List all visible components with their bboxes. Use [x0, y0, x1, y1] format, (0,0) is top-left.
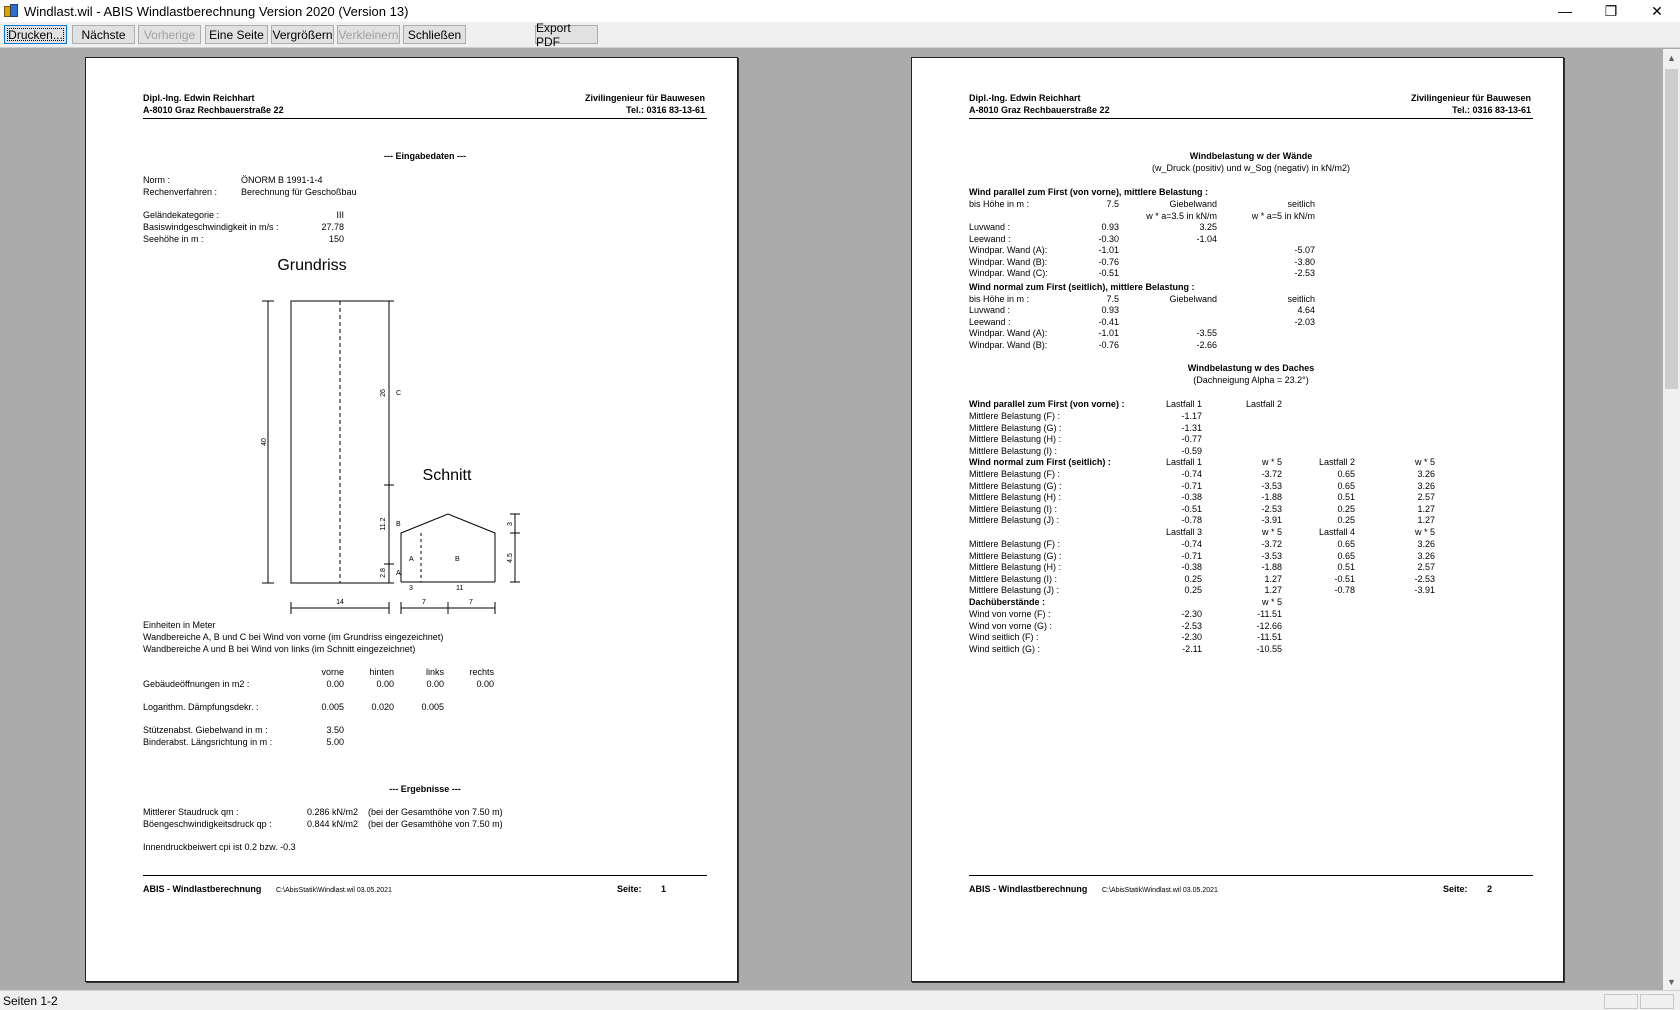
row-value: -0.78	[1334, 585, 1355, 596]
row-value: 0.65	[1337, 469, 1355, 479]
row-label: Windpar. Wand (A):	[969, 245, 1048, 256]
qp-value: 0.844 kN/m2	[306, 819, 358, 829]
damping-back: 0.020	[371, 702, 394, 712]
status-panel	[1640, 994, 1674, 1009]
qp-label: Böengeschwindigkeitsdruck qp :	[143, 819, 272, 829]
section-dim-roof: 3	[507, 522, 514, 526]
row-value: 0.65	[1337, 550, 1355, 561]
col-right: rechts	[469, 667, 494, 677]
row-value: -2.30	[1181, 632, 1202, 643]
minimize-button[interactable]: —	[1558, 3, 1572, 19]
wall-normal-gable: Giebelwand	[1169, 294, 1217, 304]
row-value: 3.26	[1417, 469, 1435, 479]
page-1	[85, 57, 738, 982]
dim-c: 26	[380, 389, 387, 397]
row-value: 2.57	[1417, 562, 1435, 573]
method-label: Rechenverfahren :	[143, 187, 218, 197]
openings-left: 0.00	[426, 679, 444, 689]
row-value: -1.88	[1261, 492, 1282, 503]
header-address: A-8010 Graz Rechbauerstraße 22	[969, 105, 1110, 115]
row-label: Wind von vorne (G) :	[969, 620, 1053, 631]
row-value: 1.27	[1417, 515, 1435, 526]
row-value: -2.66	[1196, 339, 1217, 350]
row-value: -3.72	[1261, 539, 1282, 549]
close-window-button[interactable]: ✕	[1651, 2, 1663, 19]
row-label: Wind seitlich (F) :	[969, 632, 1039, 643]
altitude-value: 150	[328, 234, 344, 244]
row-value: -1.88	[1261, 562, 1282, 573]
norm-value: ÖNORM B 1991-1-4	[241, 175, 323, 185]
row-value: -1.04	[1196, 233, 1217, 244]
app-icon	[4, 4, 18, 18]
row-value: -1.17	[1181, 411, 1202, 421]
zoom-in-button[interactable]: Vergrößern	[271, 25, 334, 44]
row-value: 0.25	[1184, 585, 1202, 596]
row-value: 4.64	[1297, 305, 1315, 315]
overhang-heading: Dachüberstände :	[969, 597, 1046, 607]
note-wall-front: Wandbereiche A, B und C bei Wind von vorne (im Grundriss eingezeichnet)	[143, 632, 444, 642]
row-label: Mittlere Belastung (G) :	[969, 422, 1062, 433]
section-title: Schnitt	[422, 467, 472, 484]
row-value: -1.31	[1181, 422, 1202, 433]
support-label: Stützenabst. Giebelwand in m :	[143, 725, 268, 735]
row-value: -3.91	[1414, 585, 1435, 596]
window-controls	[1542, 0, 1680, 22]
row-value: 0.93	[1101, 305, 1119, 315]
row-value: 1.27	[1264, 573, 1282, 584]
plan-title: Grundriss	[277, 257, 347, 274]
section-outline	[401, 514, 495, 582]
row-label: Mittlere Belastung (H) :	[969, 492, 1062, 503]
row-label: Wind von vorne (F) :	[969, 609, 1051, 619]
walls-subtitle: (w_Druck (positiv) und w_Sog (negativ) in kN/m2)	[1151, 163, 1351, 173]
row-value: -2.53	[1294, 268, 1315, 279]
dim-b: 11.2	[380, 517, 387, 531]
terrain-label: Geländekategorie :	[143, 210, 220, 220]
binder-value: 5.00	[326, 737, 344, 747]
row-value: -2.53	[1261, 503, 1282, 514]
row-label: Wind seitlich (G) :	[969, 643, 1041, 654]
row-label: Mittlere Belastung (I) :	[969, 573, 1058, 584]
row-value: 0.25	[1184, 573, 1202, 584]
row-label: Mittlere Belastung (G) :	[969, 550, 1062, 561]
row-value: -0.71	[1181, 550, 1202, 561]
row-value: 0.93	[1101, 222, 1119, 232]
dim-a: 2.8	[380, 568, 387, 578]
row-value: -0.71	[1181, 480, 1202, 491]
wall-normal-height-label: bis Höhe in m :	[969, 294, 1030, 304]
row-label: Windpar. Wand (C):	[969, 268, 1048, 279]
wall-parallel-side-sub: w * a=5 in kN/m	[1251, 211, 1315, 221]
row-label: Mittlere Belastung (H) :	[969, 434, 1062, 445]
row-label: Mittlere Belastung (I) :	[969, 445, 1058, 456]
roof-normal-w1: w * 5	[1261, 457, 1282, 467]
footer-page-number: 2	[1486, 884, 1492, 894]
row-value: -3.91	[1261, 515, 1282, 526]
row-label: Mittlere Belastung (F) :	[969, 469, 1061, 479]
roof-normal-w4: w * 5	[1414, 527, 1435, 537]
row-value: 3.26	[1417, 550, 1435, 561]
roof-parallel-heading: Wind parallel zum First (von vorne) :	[969, 399, 1125, 409]
status-pages: Seiten 1-2	[3, 994, 58, 1008]
roof-normal-case1: Lastfall 1	[1165, 457, 1202, 467]
row-value: 0.65	[1337, 480, 1355, 491]
damping-front: 0.005	[321, 702, 344, 712]
damping-left: 0.005	[421, 702, 444, 712]
label-a: A	[396, 570, 401, 577]
print-preview-area[interactable]	[0, 49, 1663, 990]
row-value: -10.55	[1256, 643, 1282, 654]
row-value: -2.30	[1181, 609, 1202, 619]
row-value: -0.51	[1334, 573, 1355, 584]
status-bar	[0, 990, 1680, 1010]
results-heading: --- Ergebnisse ---	[389, 784, 461, 794]
roof-title: Windbelastung w des Daches	[1187, 363, 1315, 373]
label-b: B	[396, 521, 401, 528]
row-value: -0.30	[1098, 233, 1119, 244]
vertical-scrollbar[interactable]	[1663, 49, 1680, 990]
openings-back: 0.00	[376, 679, 394, 689]
label-c: C	[396, 390, 402, 397]
section-half-1: 7	[422, 599, 426, 606]
roof-subtitle: (Dachneigung Alpha = 23.2°)	[1193, 375, 1309, 385]
input-heading: --- Eingabedaten ---	[384, 151, 466, 161]
status-panel	[1604, 994, 1638, 1009]
row-label: Leewand :	[969, 233, 1011, 244]
row-value: 3.26	[1417, 480, 1435, 491]
one-page-button[interactable]: Eine Seite	[205, 25, 268, 44]
cpi-text: Innendruckbeiwert cpi ist 0.2 bzw. -0.3	[143, 842, 296, 852]
row-value: -12.66	[1256, 620, 1282, 631]
wall-normal-heading: Wind normal zum First (seitlich), mittlere Belastung :	[969, 282, 1195, 292]
row-value: 2.57	[1417, 492, 1435, 503]
roof-normal-w2: w * 5	[1414, 457, 1435, 467]
method-value: Berechnung für Geschoßbau	[241, 187, 357, 197]
row-value: -3.55	[1196, 328, 1217, 339]
row-value: -2.11	[1182, 643, 1202, 654]
section-label-b: B	[455, 556, 460, 563]
row-value: 1.27	[1417, 503, 1435, 514]
dim-total: 40	[261, 438, 268, 446]
damping-label: Logarithm. Dämpfungsdekr. :	[143, 702, 259, 712]
row-label: Mittlere Belastung (G) :	[969, 480, 1062, 491]
row-label: Mittlere Belastung (H) :	[969, 562, 1062, 573]
openings-front: 0.00	[326, 679, 344, 689]
row-value: -0.38	[1181, 492, 1202, 503]
note-units: Einheiten in Meter	[143, 620, 216, 630]
dim-width: 14	[336, 599, 344, 606]
row-value: 0.25	[1337, 503, 1355, 514]
basewind-value: 27.78	[321, 222, 344, 232]
row-value: -1.01	[1098, 328, 1119, 339]
row-value: -3.80	[1294, 256, 1315, 267]
altitude-label: Seehöhe in m :	[143, 234, 204, 244]
col-front: vorne	[321, 667, 344, 677]
window-title: Windlast.wil - ABIS Windlastberechnung Version 2020 (Version 13)	[24, 3, 409, 19]
openings-right: 0.00	[476, 679, 494, 689]
previous-page-button[interactable]: Vorherige	[138, 25, 201, 44]
toolbar	[0, 22, 1680, 48]
row-value: -5.07	[1294, 245, 1315, 256]
row-value: 0.25	[1337, 515, 1355, 526]
next-page-button[interactable]: Nächste	[72, 25, 135, 44]
col-left: links	[425, 667, 444, 677]
openings-label: Gebäudeöffnungen in m2 :	[143, 679, 250, 689]
row-value: -1.01	[1098, 245, 1119, 256]
note-wall-left: Wandbereiche A und B bei Wind von links (im Schnitt eingezeichnet)	[143, 644, 416, 654]
wall-parallel-heading: Wind parallel zum First (von vorne), mittlere Belastung :	[969, 187, 1208, 197]
row-value: -0.51	[1181, 503, 1202, 514]
wall-normal-side: seitlich	[1287, 294, 1315, 304]
binder-label: Binderabst. Längsrichtung in m :	[143, 737, 273, 747]
row-value: -11.51	[1257, 632, 1282, 643]
row-label: Mittlere Belastung (F) :	[969, 539, 1061, 549]
footer-page-label: Seite:	[617, 884, 642, 894]
row-value: 0.65	[1337, 539, 1355, 549]
qp-note: (bei der Gesamthöhe von 7.50 m)	[368, 819, 503, 829]
scroll-thumb[interactable]	[1665, 69, 1678, 389]
print-button[interactable]: Drucken...	[4, 25, 67, 44]
row-value: -0.41	[1098, 316, 1119, 327]
row-value: -2.53	[1181, 620, 1202, 631]
row-label: Luvwand :	[969, 305, 1011, 315]
wall-parallel-side: seitlich	[1287, 199, 1315, 209]
row-value: -3.53	[1261, 550, 1282, 561]
row-value: 0.51	[1337, 562, 1355, 573]
section-dim-11: 11	[456, 585, 464, 592]
wall-parallel-gable: Giebelwand	[1169, 199, 1217, 209]
row-label: Windpar. Wand (B):	[969, 256, 1048, 267]
footer-file: C:\AbisStatik\Windlast.wil 03.05.2021	[276, 887, 392, 894]
walls-title: Windbelastung w der Wände	[1189, 151, 1313, 161]
row-value: -0.77	[1181, 434, 1202, 445]
row-value: 1.27	[1264, 585, 1282, 596]
section-dim-3: 3	[409, 585, 413, 592]
header-name: Dipl.-Ing. Edwin Reichhart	[143, 93, 255, 103]
row-value: 0.51	[1337, 492, 1355, 503]
qm-note: (bei der Gesamthöhe von 7.50 m)	[368, 807, 503, 817]
header-profession: Zivilingenieur für Bauwesen	[1410, 93, 1531, 103]
row-value: -2.53	[1414, 573, 1435, 584]
row-value: -3.53	[1261, 480, 1282, 491]
wall-parallel-height-label: bis Höhe in m :	[969, 199, 1030, 209]
zoom-out-button[interactable]: Verkleinern	[337, 25, 400, 44]
footer-page-number: 1	[660, 884, 666, 894]
support-value: 3.50	[326, 725, 344, 735]
roof-parallel-case1: Lastfall 1	[1165, 399, 1202, 409]
row-value: 3.25	[1199, 222, 1217, 232]
col-back: hinten	[369, 667, 394, 677]
roof-normal-case2: Lastfall 2	[1318, 457, 1355, 467]
row-value: -0.76	[1098, 339, 1119, 350]
row-label: Leewand :	[969, 316, 1011, 327]
row-value: -0.76	[1098, 256, 1119, 267]
row-value: -0.74	[1181, 469, 1202, 479]
header-name: Dipl.-Ing. Edwin Reichhart	[969, 93, 1081, 103]
roof-normal-case4: Lastfall 4	[1318, 527, 1355, 537]
section-half-2: 7	[469, 599, 473, 606]
row-value: -0.38	[1181, 562, 1202, 573]
header-address: A-8010 Graz Rechbauerstraße 22	[143, 105, 284, 115]
row-value: -0.78	[1181, 515, 1202, 526]
basewind-label: Basiswindgeschwindigkeit in m/s :	[143, 222, 279, 232]
footer-rule	[143, 875, 707, 876]
row-label: Luvwand :	[969, 222, 1011, 232]
norm-label: Norm :	[143, 175, 170, 185]
qm-value: 0.286 kN/m2	[306, 807, 358, 817]
header-phone: Tel.: 0316 83-13-61	[1452, 105, 1531, 115]
wall-parallel-height: 7.5	[1106, 199, 1119, 209]
footer-app: ABIS - Windlastberechnung	[143, 884, 262, 894]
row-label: Mittlere Belastung (I) :	[969, 503, 1058, 514]
section-dim-wall: 4.5	[507, 553, 514, 563]
row-value: 3.26	[1417, 539, 1435, 549]
footer-page-label: Seite:	[1443, 884, 1468, 894]
header-profession: Zivilingenieur für Bauwesen	[584, 93, 705, 103]
row-value: -2.03	[1294, 316, 1315, 327]
title-bar	[0, 0, 1680, 22]
terrain-value: III	[336, 210, 344, 220]
row-value: -3.72	[1261, 469, 1282, 479]
footer-rule	[969, 875, 1533, 876]
row-label: Mittlere Belastung (F) :	[969, 411, 1061, 421]
header-rule	[969, 118, 1533, 119]
header-phone: Tel.: 0316 83-13-61	[626, 105, 705, 115]
scroll-up-arrow-icon[interactable]: ▲	[1667, 52, 1676, 63]
roof-parallel-case2: Lastfall 2	[1245, 399, 1282, 409]
row-value: -0.74	[1181, 539, 1202, 549]
wall-normal-height: 7.5	[1106, 294, 1119, 304]
row-value: -11.51	[1257, 609, 1282, 619]
scroll-down-arrow-icon[interactable]: ▼	[1667, 976, 1676, 987]
row-label: Mittlere Belastung (J) :	[969, 585, 1060, 596]
roof-normal-w3: w * 5	[1261, 527, 1282, 537]
row-label: Windpar. Wand (B):	[969, 339, 1048, 350]
row-label: Windpar. Wand (A):	[969, 328, 1048, 339]
roof-normal-case3: Lastfall 3	[1165, 527, 1202, 537]
row-value: -0.51	[1098, 268, 1119, 279]
close-preview-button[interactable]: Schließen	[403, 25, 466, 44]
footer-file: C:\AbisStatik\Windlast.wil 03.05.2021	[1102, 887, 1218, 894]
row-value: -0.59	[1181, 445, 1202, 456]
wall-parallel-gable-sub: w * a=3.5 in kN/m	[1146, 211, 1217, 221]
section-label-a: A	[409, 556, 414, 563]
roof-normal-heading: Wind normal zum First (seitlich) :	[969, 457, 1111, 467]
overhang-w: w * 5	[1261, 597, 1282, 607]
page-2	[911, 57, 1564, 982]
export-pdf-button[interactable]: Export PDF	[535, 25, 598, 44]
footer-app: ABIS - Windlastberechnung	[969, 884, 1088, 894]
qm-label: Mittlerer Staudruck qm :	[143, 807, 239, 817]
maximize-button[interactable]: ❐	[1604, 2, 1618, 19]
row-label: Mittlere Belastung (J) :	[969, 515, 1060, 526]
